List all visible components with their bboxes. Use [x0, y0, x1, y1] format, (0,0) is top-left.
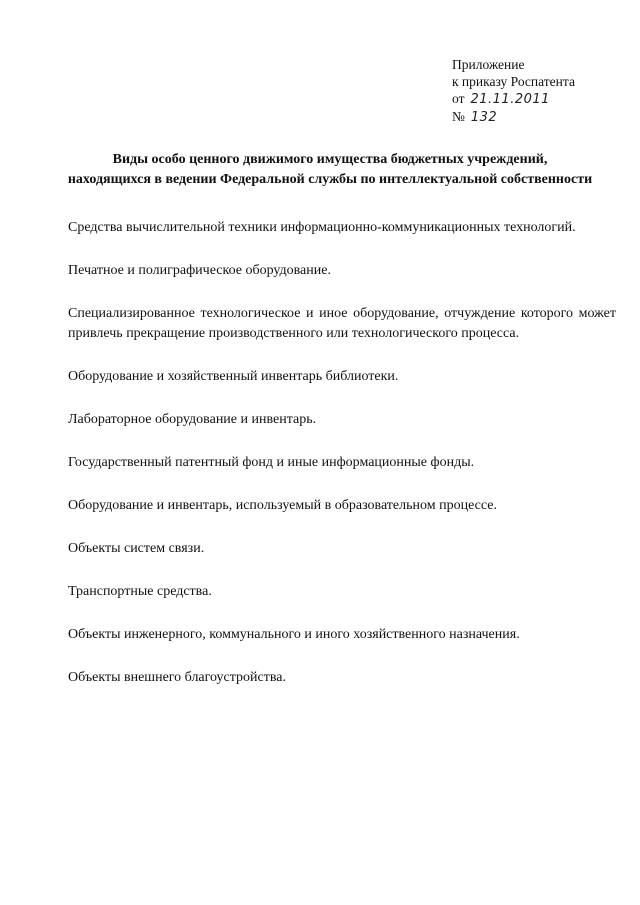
list-item: Объекты систем связи.	[68, 541, 205, 556]
attachment-date-line	[452, 90, 622, 108]
attachment-title: Приложение	[452, 57, 525, 72]
list-item: Оборудование и инвентарь, используемый в образовательном процессе.	[68, 498, 497, 513]
list-item: Государственный патентный фонд и иные информационные фонды.	[68, 455, 475, 470]
document-title	[40, 150, 620, 190]
list-item: Лабораторное оборудование и инвентарь.	[68, 412, 317, 427]
handwritten-number: 132	[470, 110, 498, 125]
list-item: Объекты внешнего благоустройства.	[68, 670, 286, 685]
list-item: Печатное и полиграфическое оборудование.	[68, 263, 331, 278]
handwritten-date: 21.11.2011	[470, 92, 550, 107]
list-item: Оборудование и хозяйственный инвентарь библиотеки.	[68, 369, 399, 384]
number-prefix: №	[452, 109, 465, 124]
list-item: Средства вычислительной техники информационно-коммуникационных технологий.	[68, 220, 576, 235]
attachment-order-ref: к приказу Роспатента	[452, 74, 575, 89]
title-line-1: Виды особо ценного движимого имущества бюджетных учреждений,	[112, 152, 548, 167]
attachment-block	[452, 56, 622, 126]
list-item: Специализированное технологическое и иное оборудование, отчуждение которого может привлечь прекращение производственного или технологического процесса.	[68, 306, 616, 341]
date-prefix: от	[452, 91, 465, 106]
property-list	[68, 218, 616, 688]
list-item: Объекты инженерного, коммунального и иного хозяйственного назначения.	[68, 627, 520, 642]
list-item: Транспортные средства.	[68, 584, 212, 599]
attachment-number-line	[452, 108, 622, 126]
title-line-2: находящихся в ведении Федеральной службы по интеллектуальной собственности	[67, 172, 593, 187]
